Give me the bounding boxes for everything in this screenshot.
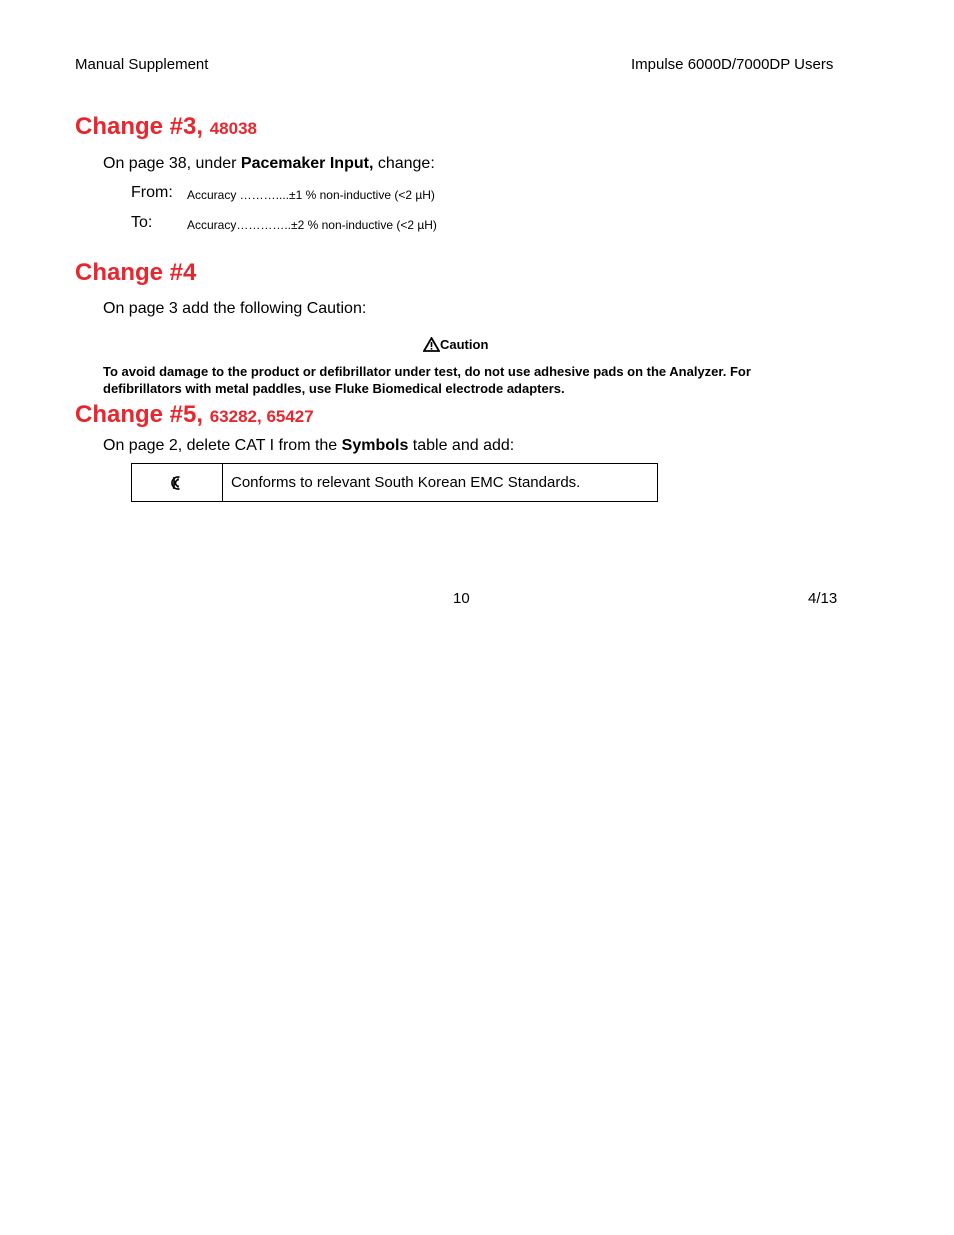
warning-triangle-icon	[423, 337, 440, 352]
change3-intro-bold: Pacemaker Input,	[240, 155, 374, 172]
from-value: Accuracy ………....±1 % non-inductive (<2 µH)	[187, 188, 435, 202]
change5-refs: 63282, 65427	[209, 407, 314, 426]
caution-text: To avoid damage to the product or defibrillator under test, do not use adhesive pads on the Analyzer. For defibrillators with metal paddles, use Fluke Biomedical electrode adapters.	[103, 364, 751, 396]
to-label: To:	[131, 214, 153, 231]
change5-title: Change #5,	[75, 401, 204, 428]
change3-title: Change #3,	[75, 113, 204, 140]
header-left: Manual Supplement	[75, 56, 209, 73]
change3-intro-prefix: On page 38, under	[103, 155, 241, 172]
kc-mark-icon	[170, 475, 184, 491]
change5-heading	[75, 401, 314, 429]
caution-heading	[423, 336, 488, 354]
to-value: Accuracy…………..±2 % non-inductive (<2 µH)	[187, 218, 437, 232]
footer-date: 4/13	[808, 590, 838, 607]
change4-heading: Change #4	[75, 259, 197, 286]
change5-intro	[103, 437, 514, 455]
change5-intro-suffix: table and add:	[408, 437, 515, 454]
change3-intro	[103, 155, 435, 173]
change3-heading	[75, 113, 257, 141]
caution-title: Caution	[440, 337, 489, 352]
change4-intro: On page 3 add the following Caution:	[103, 300, 367, 317]
header-right: Impulse 6000D/7000DP Users	[631, 56, 834, 73]
symbol-description: Conforms to relevant South Korean EMC Standards.	[223, 464, 658, 502]
change5-intro-prefix: On page 2, delete CAT I from the	[103, 437, 342, 454]
symbols-table	[131, 463, 658, 502]
table-row	[132, 464, 658, 502]
page-number: 10	[453, 590, 470, 607]
change5-intro-bold: Symbols	[341, 437, 409, 454]
change3-refs: 48038	[209, 119, 257, 138]
change3-intro-suffix: change:	[373, 155, 435, 172]
symbol-cell	[132, 464, 223, 502]
from-label: From:	[131, 184, 173, 201]
